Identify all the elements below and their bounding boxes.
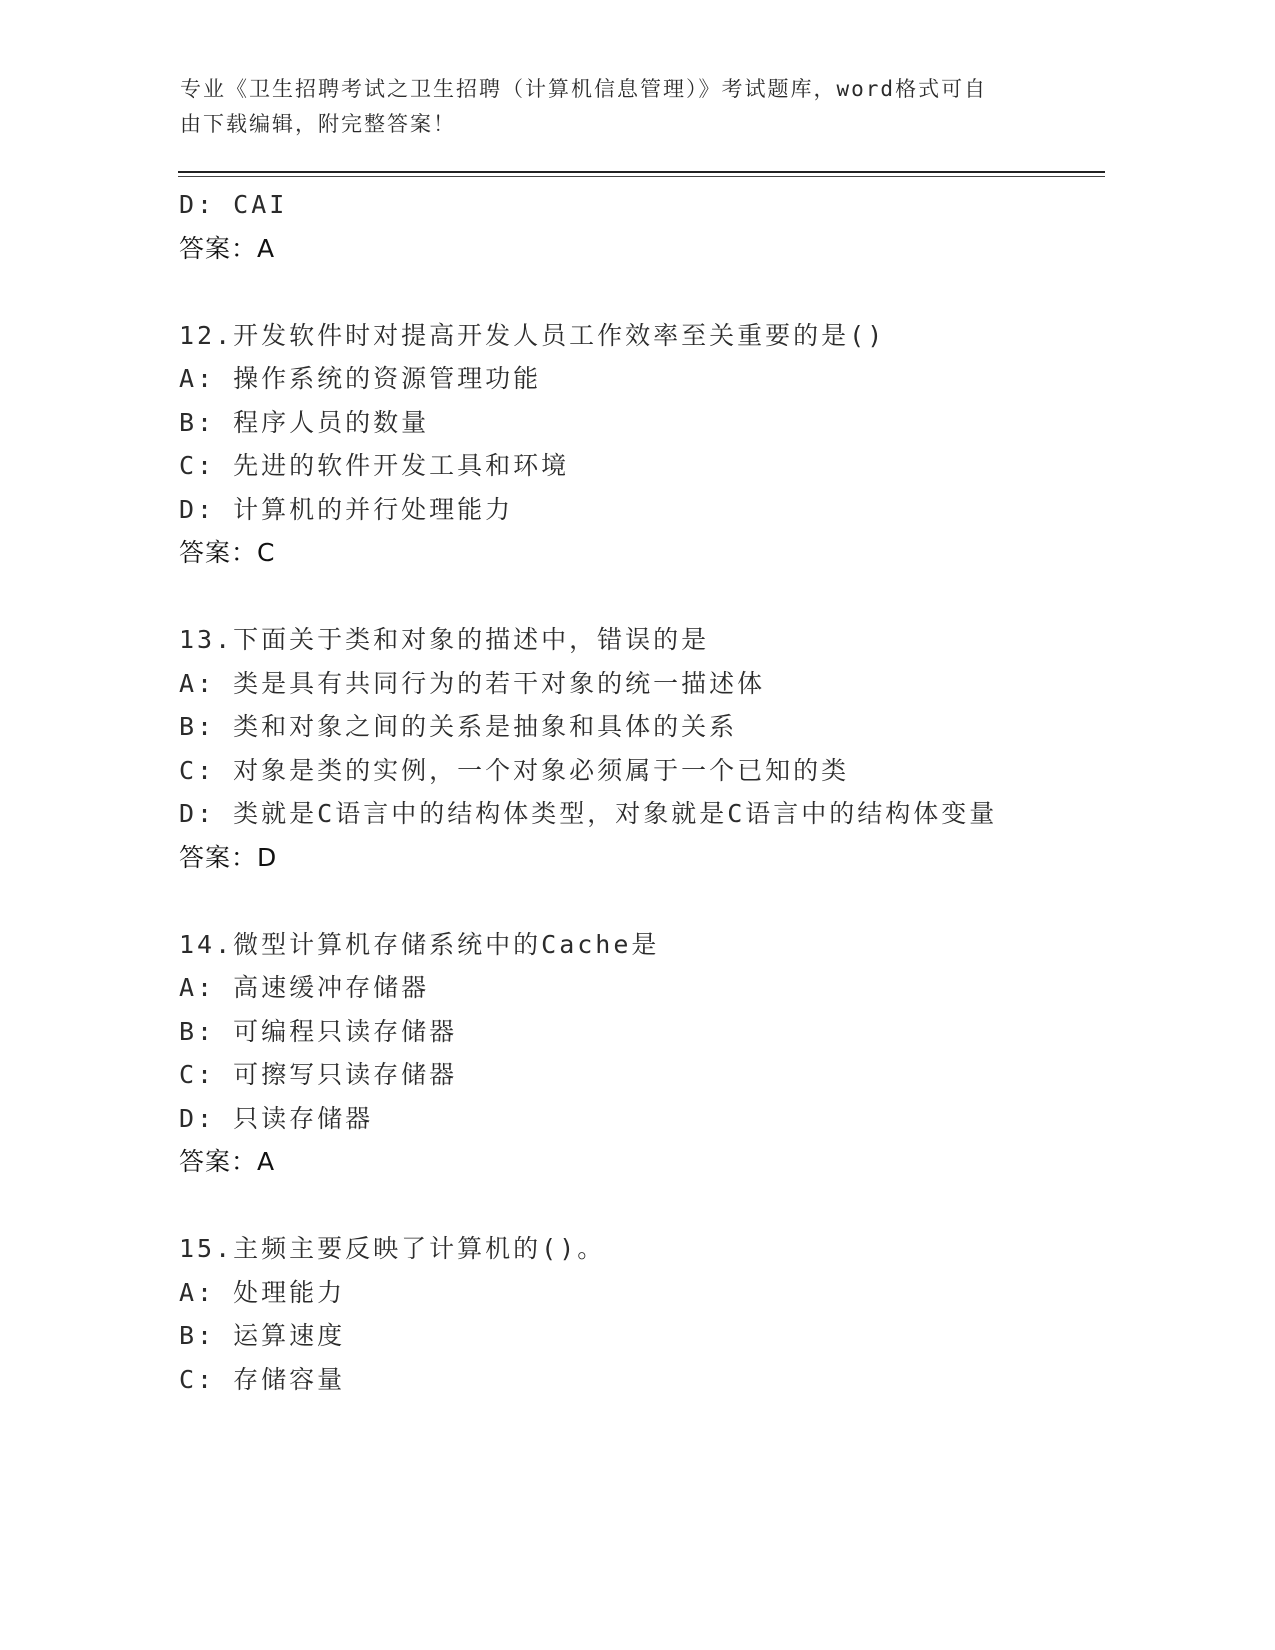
header-line-1: 专业《卫生招聘考试之卫生招聘（计算机信息管理）》考试题库，word格式可自 (180, 77, 988, 101)
option-a: A: 操作系统的资源管理功能 (179, 364, 542, 393)
answer-line: 答案：D (179, 842, 278, 872)
answer-line: 答案：A (179, 233, 276, 263)
spacer (179, 879, 1099, 923)
header-divider-thick (178, 171, 1105, 173)
question-13 (179, 618, 1099, 879)
option-c: C: 先进的软件开发工具和环境 (179, 451, 570, 480)
question-stem: 13.下面关于类和对象的描述中，错误的是 (179, 625, 710, 654)
option-b: B: 程序人员的数量 (179, 407, 430, 437)
document-header (180, 72, 1060, 142)
question-list (179, 183, 1099, 1401)
option-b: B: 运算速度 (179, 1321, 346, 1350)
spacer (179, 1184, 1099, 1228)
option-c: C: 对象是类的实例，一个对象必须属于一个已知的类 (179, 755, 850, 785)
question-stem: 15.主频主要反映了计算机的()。 (179, 1234, 606, 1263)
answer-line: 答案：A (179, 1147, 276, 1176)
option-d: D: CAI (179, 190, 288, 219)
spacer (179, 575, 1099, 619)
option-a: A: 类是具有共同行为的若干对象的统一描述体 (179, 668, 766, 698)
question-stem: 14.微型计算机存储系统中的Cache是 (179, 929, 660, 959)
header-divider-thin (178, 176, 1105, 177)
answer-line: 答案：C (179, 538, 276, 567)
question-14 (179, 923, 1099, 1184)
option-a: A: 处理能力 (179, 1277, 346, 1307)
previous-question-tail (179, 183, 1099, 270)
option-d: D: 计算机的并行处理能力 (179, 494, 514, 524)
option-c: C: 可擦写只读存储器 (179, 1060, 458, 1089)
spacer (179, 270, 1099, 314)
option-b: B: 类和对象之间的关系是抽象和具体的关系 (179, 712, 738, 741)
question-15 (179, 1227, 1099, 1401)
question-stem: 12.开发软件时对提高开发人员工作效率至关重要的是() (179, 320, 886, 350)
option-d: D: 只读存储器 (179, 1103, 374, 1133)
option-c: C: 存储容量 (179, 1364, 346, 1394)
header-line-2: 由下载编辑，附完整答案！ (180, 112, 456, 136)
option-d: D: 类就是C语言中的结构体类型，对象就是C语言中的结构体变量 (179, 799, 998, 828)
question-12 (179, 314, 1099, 575)
option-b: B: 可编程只读存储器 (179, 1016, 458, 1046)
option-a: A: 高速缓冲存储器 (179, 973, 430, 1002)
